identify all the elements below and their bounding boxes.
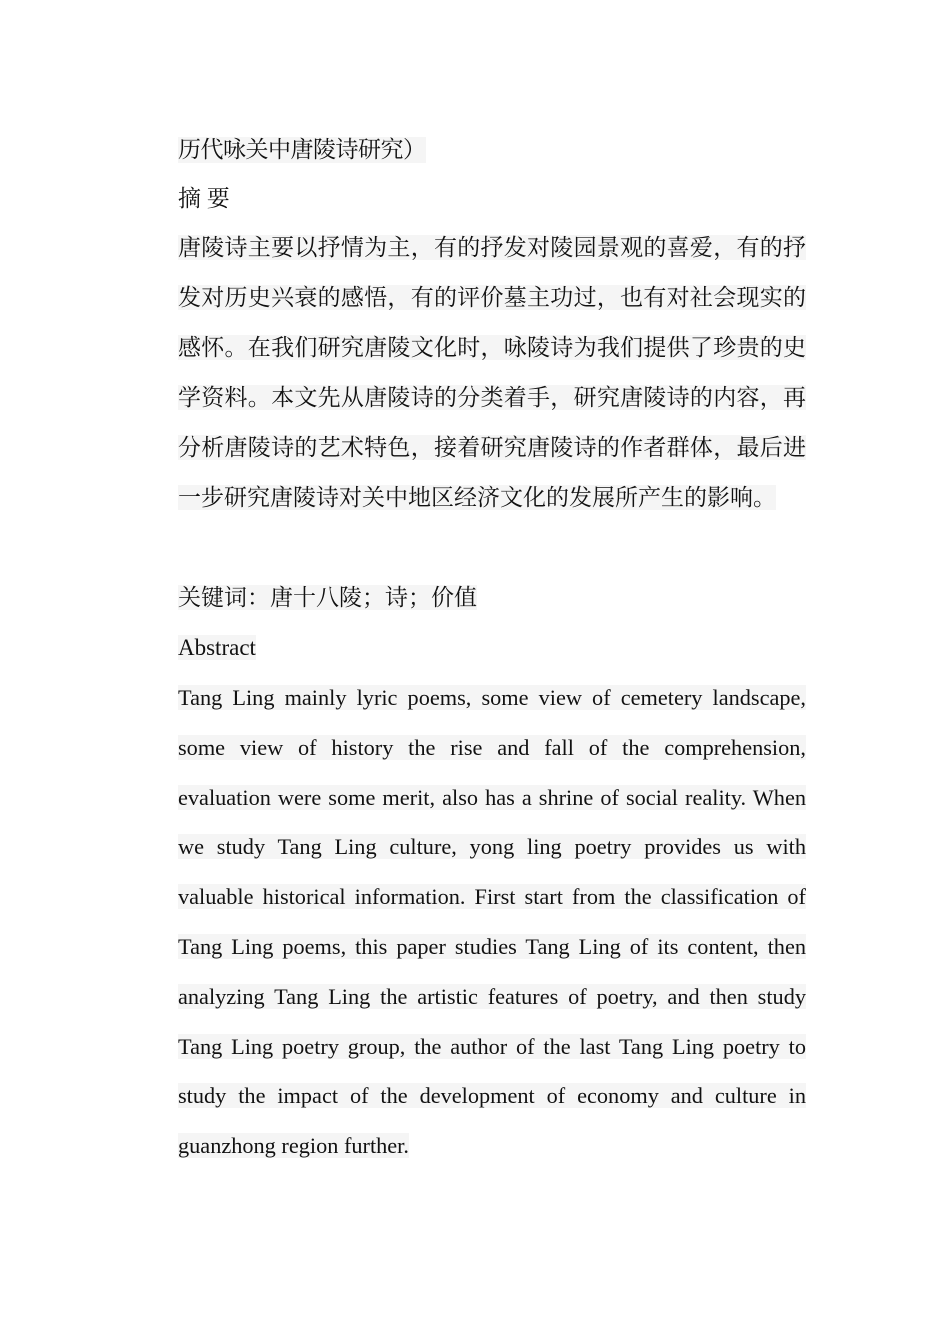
abstract-en-body: [178, 673, 806, 1171]
keywords-line: [178, 581, 477, 615]
keywords-text: 关键词：唐十八陵；诗；价值: [178, 585, 477, 610]
abstract-cn-body-text: 唐陵诗主要以抒情为主，有的抒发对陵园景观的喜爱，有的抒发对历史兴衰的感悟，有的评价墓主功过，也有对社会现实的感怀。在我们研究唐陵文化时，咏陵诗为我们提供了珍贵的史学资料。本文先从唐陵诗的分类着手，研究唐陵诗的内容，再分析唐陵诗的艺术特色，接着研究唐陵诗的作者群体，最后进一步研究唐陵诗对关中地区经济文化的发展所产生的影响。: [178, 235, 806, 510]
abstract-cn-heading-text: 摘 要: [178, 186, 230, 211]
abstract-cn-body: [178, 223, 806, 523]
page-title: [178, 133, 426, 167]
abstract-en-heading: [178, 631, 256, 665]
abstract-en-body-text: Tang Ling mainly lyric poems, some view of cemetery landscape, some view of history the rise and fall of the comprehension, evaluation were some merit, also has a shrine of social reality. When we study Tang Ling culture, yong ling poetry provides us with valuable historical information. First start from the classification of Tang Ling poems, this paper studies Tang Ling of its content, then analyzing Tang Ling the artistic features of poetry, and then study Tang Ling poetry group, the author of the last Tang Ling poetry to study the impact of the development of economy and culture in guanzhong region further.: [178, 685, 806, 1159]
title-text: 历代咏关中唐陵诗研究）: [178, 137, 426, 163]
abstract-en-heading-text: Abstract: [178, 635, 256, 660]
abstract-cn-heading: [178, 182, 230, 216]
